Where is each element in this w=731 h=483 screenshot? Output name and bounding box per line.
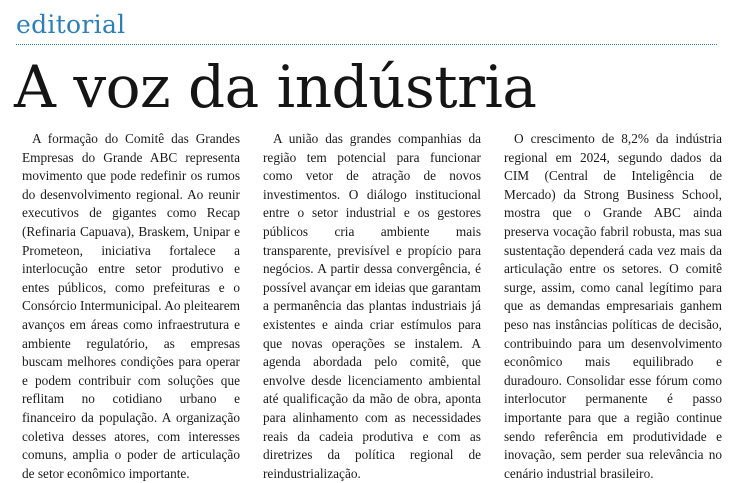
section-divider	[16, 44, 717, 45]
article-column-2	[263, 130, 481, 483]
article-column-1	[22, 130, 240, 483]
article-body	[22, 130, 722, 483]
paragraph: O crescimento de 8,2% da indústria regional em 2024, segundo dados da CIM (Central de Inteligência de Mercado) da Strong Business School, mostra que o Grande ABC ainda preserva vocação fabril robusta, mas sua sustentação dependerá cada vez mais da articulação entre os setores. O comitê surge, assim, como canal legítimo para que as demandas empresariais ganhem peso nas instâncias políticas de decisão, contribuindo para um desenvolvimento econômico mais equilibrado e duradouro. Consolidar esse fórum como interlocutor permanente é passo importante para que a região continue sendo referência em produtividade e inovação, sem perder sua relevância no cenário industrial brasileiro.	[504, 131, 722, 481]
headline: A voz da indústria	[14, 53, 537, 121]
section-label: editorial	[16, 10, 126, 39]
article-column-3	[504, 130, 722, 483]
paragraph: A união das grandes companhias da região tem potencial para funcionar como vetor de atração de novos investimentos. O diálogo institucional entre o setor industrial e os gestores públicos cria ambiente mais transparente, previsível e propício para negócios. A partir dessa convergência, é possível avançar em ideias que garantam a permanência das plantas industriais já existentes e ainda criar estímulos para que novas operações se instalem. A agenda abordada pelo comitê, que envolve desde licenciamento ambiental até qualificação da mão de obra, aponta para alinhamento com as necessidades reais da cadeia produtiva e com as diretrizes da política regional de reindustrialização.	[263, 131, 481, 481]
paragraph: A formação do Comitê das Grandes Empresas do Grande ABC representa movimento que pode redefinir os rumos do desenvolvimento regional. Ao reunir executivos de gigantes como Recap (Refinaria Capuava), Braskem, Unipar e Prometeon, iniciativa fortalece a interlocução entre setor produtivo e entes públicos, como prefeituras e o Consórcio Intermunicipal. Ao pleitearem avanços em áreas como infraestrutura e ambiente regulatório, as empresas buscam melhores condições para operar e podem contribuir com soluções que reflitam no cotidiano urbano e financeiro da população. A organização coletiva desses atores, com interesses comuns, amplia o poder de articulação de setor econômico importante.	[22, 131, 240, 481]
